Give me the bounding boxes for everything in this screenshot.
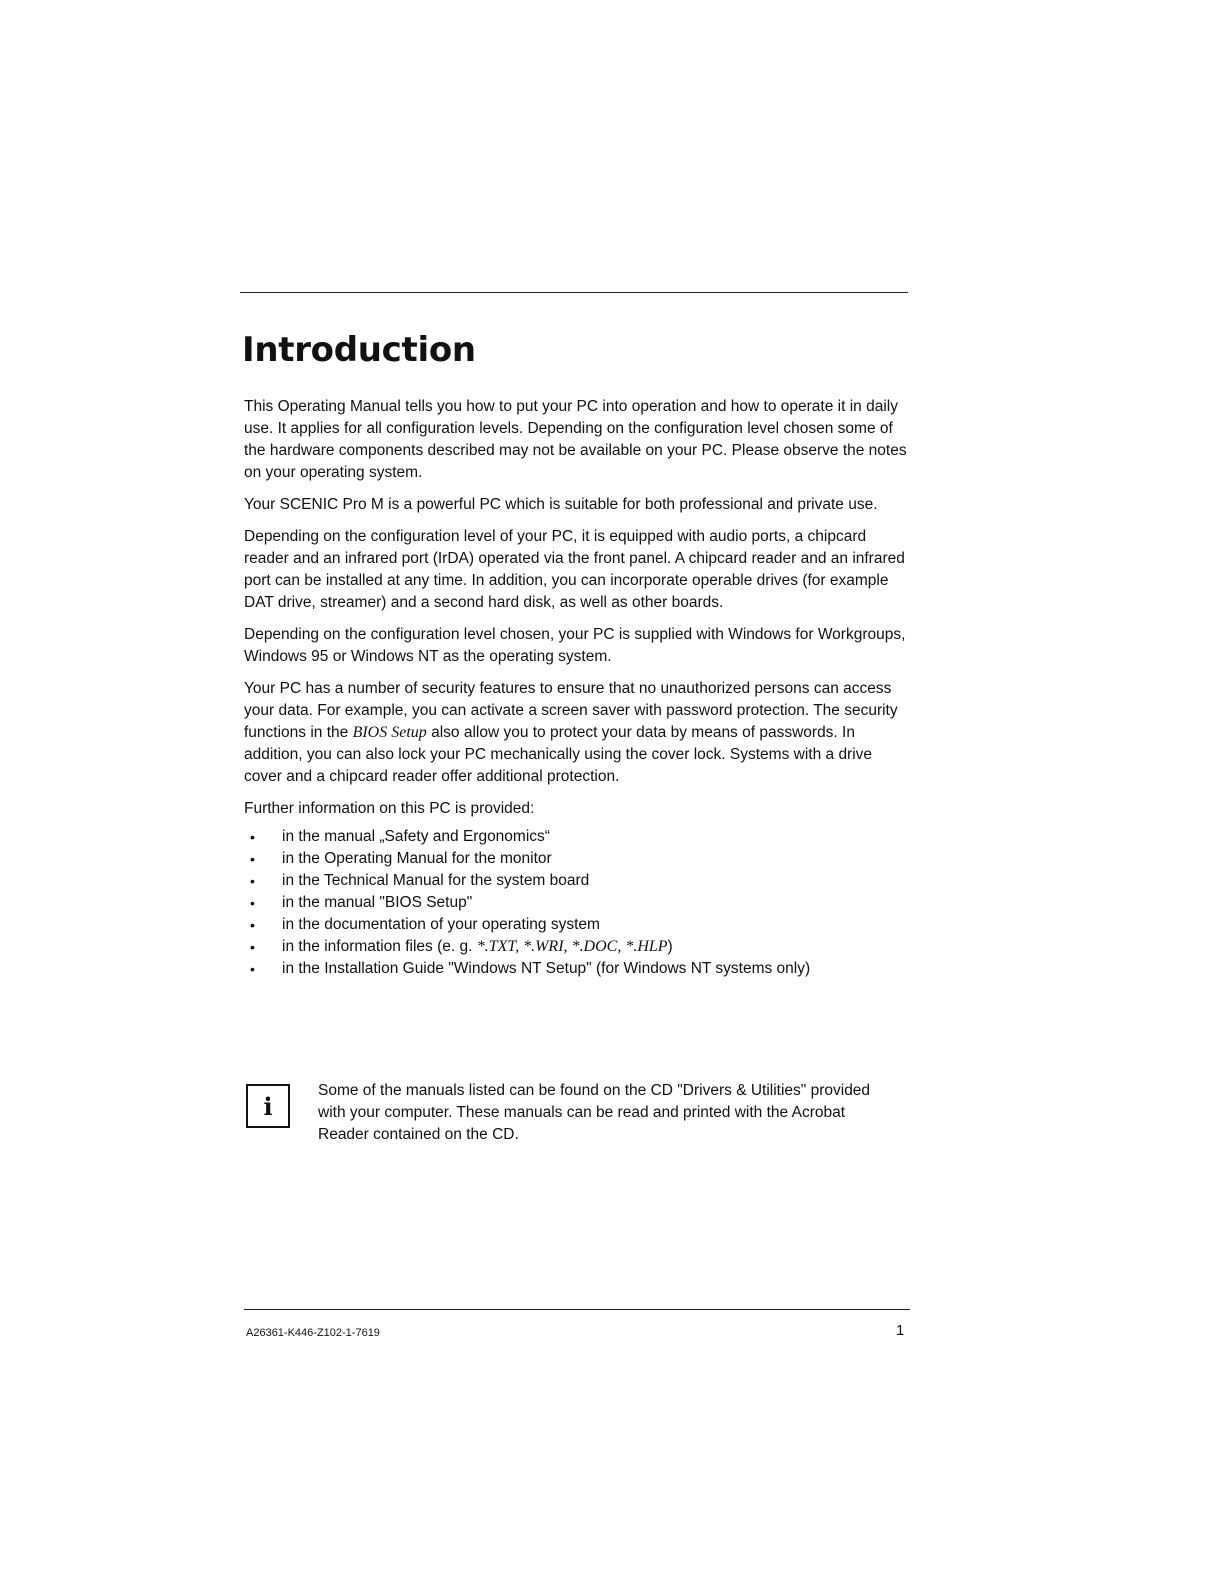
- list-item-text: in the manual „Safety and Ergonomics“: [282, 828, 550, 845]
- list-item: [244, 914, 910, 936]
- paragraph-operating-manual: This Operating Manual tells you how to put your PC into operation and how to operate it in daily use. It applies for all configuration levels. Depending on the configuration level chosen some of the hardware components described may not be available on your PC. Please observe the notes on your operating system.: [244, 398, 907, 481]
- list-item-text: in the Installation Guide "Windows NT Setup" (for Windows NT systems only): [282, 960, 811, 977]
- footer-divider: [244, 1309, 910, 1310]
- bullet-icon: •: [250, 961, 255, 977]
- bullet-icon: •: [250, 939, 255, 955]
- body-text: [244, 396, 910, 980]
- info-icon: i: [246, 1084, 290, 1128]
- list-item: [244, 848, 910, 870]
- paragraph-further-info: Further information on this PC is provided:: [244, 800, 535, 817]
- file-extensions: *.TXT, *.WRI, *.DOC, *.HLP: [476, 938, 668, 955]
- bullet-icon: •: [250, 895, 255, 911]
- document-code: A26361-K446-Z102-1-7619: [246, 1327, 380, 1339]
- bullet-icon: •: [250, 873, 255, 889]
- list-item: [244, 936, 910, 958]
- list-item-text: in the Operating Manual for the monitor: [282, 850, 552, 867]
- list-item: [244, 870, 910, 892]
- security-text-start: Your PC has a number of security features to ensure that no unauthorized persons can access your data. For example, you can activate a screen saver with password protection. The security functions in the: [244, 680, 898, 741]
- reference-list: [244, 826, 910, 980]
- top-divider: [240, 292, 908, 293]
- list-item-text-end: ): [667, 938, 673, 955]
- paragraph-operating-system: Depending on the configuration level chosen, your PC is supplied with Windows for Workgroups, Windows 95 or Windows NT as the operating system.: [244, 626, 906, 665]
- bullet-icon: •: [250, 851, 255, 867]
- security-text-end: also allow you to protect your data by means of passwords. In addition, you can also lock your PC mechanically using the cover lock. Systems with a drive cover and a chipcard reader offer additional protection.: [244, 724, 873, 785]
- page-number: 1: [896, 1322, 905, 1339]
- bullet-icon: •: [250, 829, 255, 845]
- paragraph-security: [244, 678, 910, 788]
- list-item: [244, 892, 910, 914]
- list-item-text: in the manual "BIOS Setup": [282, 894, 473, 911]
- list-item-text: in the documentation of your operating system: [282, 916, 600, 933]
- paragraph-configuration: Depending on the configuration level of your PC, it is equipped with audio ports, a chipcard reader and an infrared port (IrDA) operated via the front panel. A chipcard reader and an infrared port can be installed at any time. In addition, you can incorporate operable drives (for example DAT drive, streamer) and a second hard disk, as well as other boards.: [244, 528, 905, 611]
- bios-setup-term: BIOS Setup: [352, 724, 427, 741]
- list-item-text: in the information files (e. g.: [282, 938, 477, 955]
- page-title: Introduction: [242, 330, 476, 370]
- info-note-text: Some of the manuals listed can be found on the CD "Drivers & Utilities" provided with your computer. These manuals can be read and printed with the Acrobat Reader contained on the CD.: [318, 1082, 871, 1143]
- list-item: [244, 958, 910, 980]
- list-item-text: in the Technical Manual for the system board: [282, 872, 590, 889]
- bullet-icon: •: [250, 917, 255, 933]
- list-item: [244, 826, 910, 848]
- paragraph-scenic-pro: Your SCENIC Pro M is a powerful PC which is suitable for both professional and private use.: [244, 496, 878, 513]
